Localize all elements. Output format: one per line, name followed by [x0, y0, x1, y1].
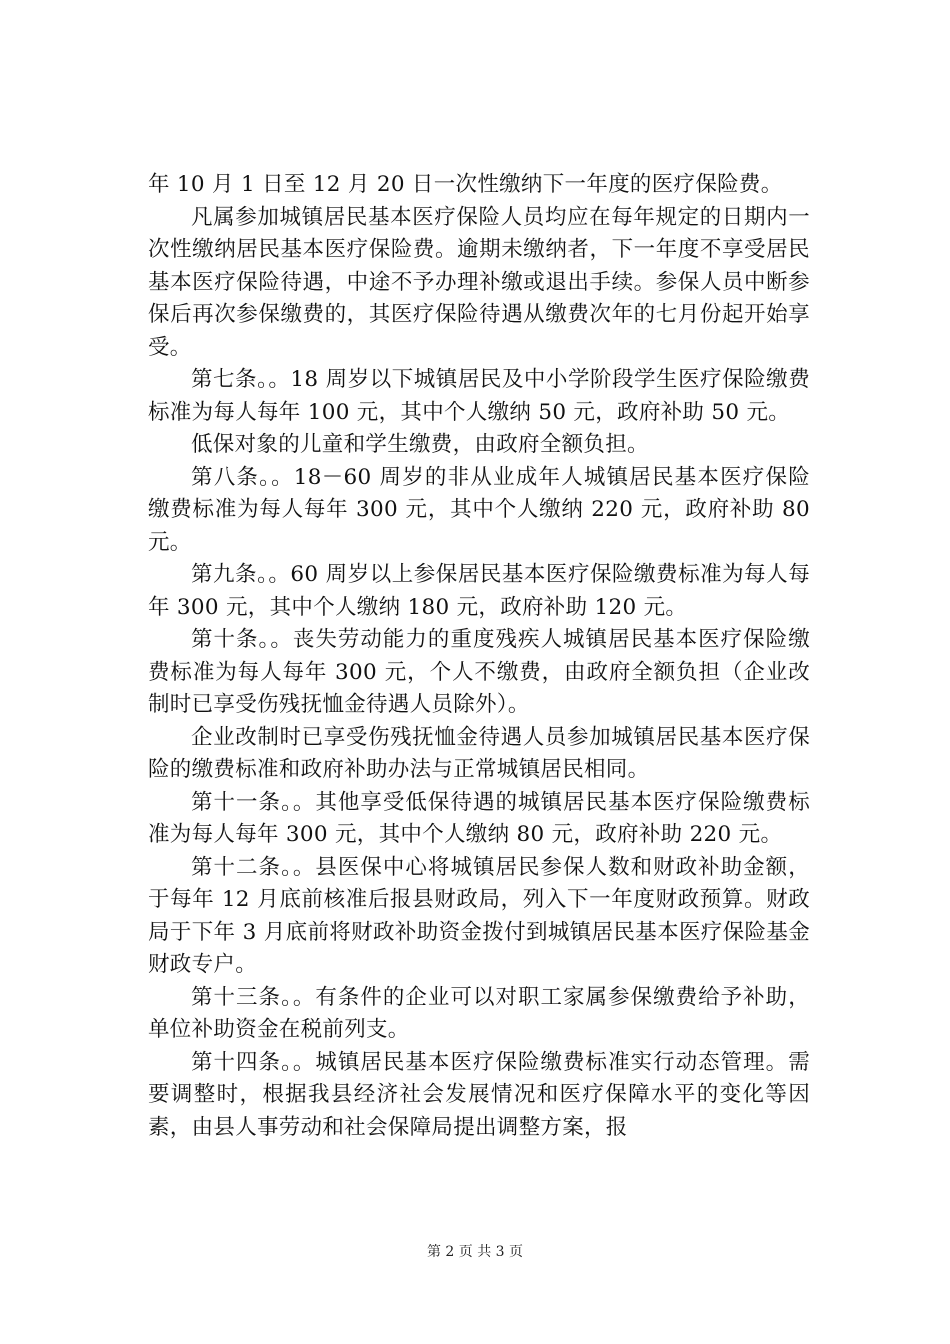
paragraph-low-income-children: 低保对象的儿童和学生缴费，由政府全额负担。	[191, 432, 649, 457]
paragraph-article-14: 第十四条。。城镇居民基本医疗保险缴费标准实行动态管理。需要调整时，根据我县经济社会发展情况和医疗保障水平的变化等因素，由县人事劳动和社会保障局提出调整方案，报	[148, 1049, 810, 1140]
paragraph-enterprise-restructuring: 企业改制时已享受伤残抚恤金待遇人员参加城镇居民基本医疗保险的缴费标准和政府补助办法与正常城镇居民相同。	[148, 724, 810, 782]
paragraph-article-13: 第十三条。。有条件的企业可以对职工家属参保缴费给予补助，单位补助资金在税前列支。	[148, 984, 810, 1042]
paragraph-article-8: 第八条。。18－60 周岁的非从业成年人城镇居民基本医疗保险缴费标准为每人每年 300 元，其中个人缴纳 220 元，政府补助 80 元。	[148, 464, 810, 555]
paragraph-article-7: 第七条。。18 周岁以下城镇居民及中小学阶段学生医疗保险缴费标准为每人每年 100 元，其中个人缴纳 50 元，政府补助 50 元。	[148, 367, 810, 425]
page-number-footer: 第 2 页 共 3 页	[426, 1244, 524, 1260]
document-body	[148, 169, 810, 1144]
paragraph-article-11: 第十一条。。其他享受低保待遇的城镇居民基本医疗保险缴费标准为每人每年 300 元，其中个人缴纳 80 元，政府补助 220 元。	[148, 789, 810, 847]
paragraph-article-10: 第十条。。丧失劳动能力的重度残疾人城镇居民基本医疗保险缴费标准为每人每年 300 元，个人不缴费，由政府全额负担（企业改制时已享受伤残抚恤金待遇人员除外）。	[148, 627, 810, 717]
paragraph-payment-deadline: 凡属参加城镇居民基本医疗保险人员均应在每年规定的日期内一次性缴纳居民基本医疗保险费。逾期未缴纳者，下一年度不享受居民基本医疗保险待遇，中途不予办理补缴或退出手续。参保人员中断参保后再次参保缴费的，其医疗保险待遇从缴费次年的七月份起开始享受。	[148, 204, 810, 360]
paragraph-continuation: 年 10 月 1 日至 12 月 20 日一次性缴纳下一年度的医疗保险费。	[148, 172, 783, 197]
paragraph-article-9: 第九条。。60 周岁以上参保居民基本医疗保险缴费标准为每人每年 300 元，其中个人缴纳 180 元，政府补助 120 元。	[148, 562, 810, 620]
paragraph-article-12: 第十二条。。县医保中心将城镇居民参保人数和财政补助金额，于每年 12 月底前核准后报县财政局，列入下一年度财政预算。财政局于下年 3 月底前将财政补助资金拨付到城镇居民基本医疗保险基金财政专户。	[148, 854, 810, 977]
